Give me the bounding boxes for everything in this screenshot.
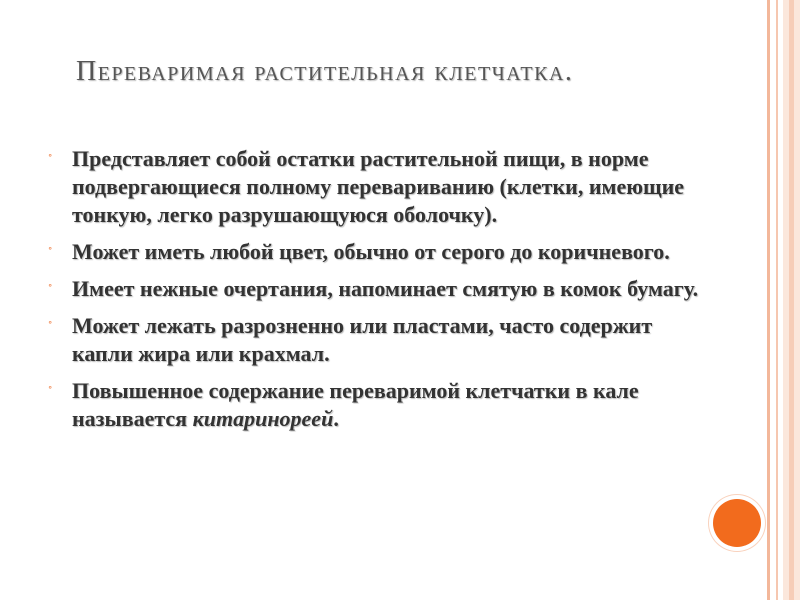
bullet-icon: ˚ — [48, 383, 53, 398]
bullet-icon: ˚ — [48, 318, 53, 333]
bullet-item — [48, 377, 708, 433]
bullet-icon: ˚ — [48, 151, 53, 166]
emphasized-term: китаринореей — [192, 406, 334, 431]
bullet-icon: ˚ — [48, 281, 53, 296]
bullet-item — [48, 238, 708, 266]
bullet-text: Представляет собой остатки растительной пищи, в норме подвергающиеся полному перевариванию (клетки, имеющие тонкую, легко разрушающуюся оболочку). — [72, 146, 685, 227]
decorative-border-line — [767, 0, 770, 600]
bullet-suffix: . — [333, 406, 339, 431]
bullet-item — [48, 275, 708, 303]
decorative-border-line — [776, 0, 778, 600]
bullet-text: Может лежать разрозненно или пластами, часто содержит капли жира или крахмал. — [72, 313, 653, 366]
bullet-text: Может иметь любой цвет, обычно от серого до коричневого. — [72, 239, 670, 264]
bullet-icon: ˚ — [48, 244, 53, 259]
decorative-circle — [713, 499, 761, 547]
bullet-item — [48, 312, 708, 368]
bullet-list — [48, 145, 708, 442]
bullet-text: Имеет нежные очертания, напоминает смятую в комок бумагу. — [72, 276, 699, 301]
bullet-item — [48, 145, 708, 229]
slide-title: Переваримая растительная клетчатка. — [76, 56, 574, 87]
decorative-border-band — [789, 0, 794, 600]
bullet-text: Повышенное содержание переваримой клетчатки в кале называется — [72, 378, 639, 431]
